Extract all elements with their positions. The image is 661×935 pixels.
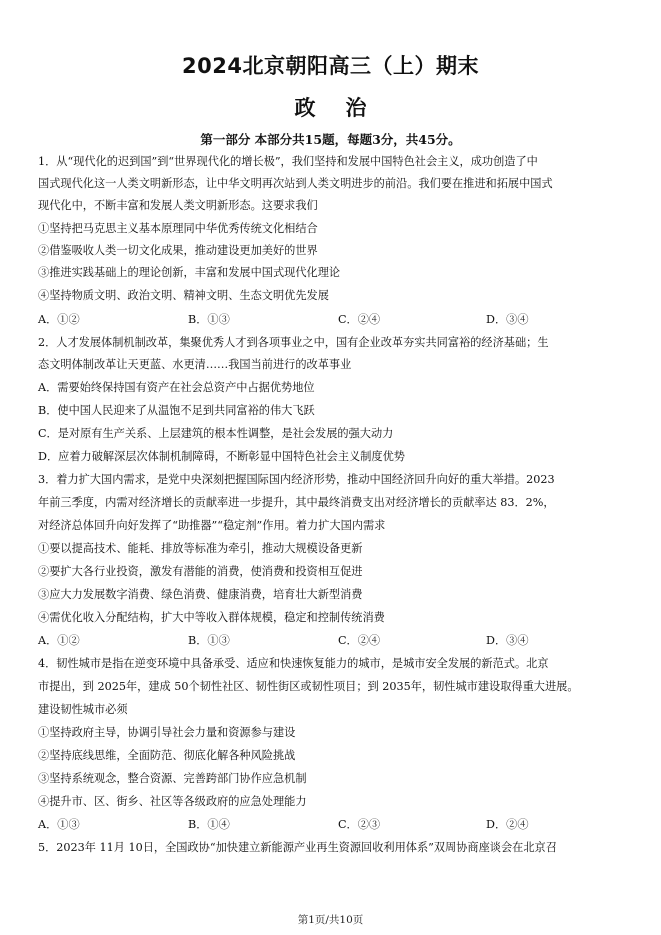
q4-option-c: C．②③ <box>338 818 381 831</box>
q3-option-c: C．②④ <box>338 634 381 647</box>
q3-stem-line: 3．着力扩大国内需求，是党中央深刻把握国际国内经济形势，推动中国经济回升向好的重大举措。2023 <box>38 473 555 486</box>
q3-item: ②要扩大各行业投资，激发有潜能的消费，使消费和投资相互促进 <box>38 565 363 578</box>
q1-option-d: D．③④ <box>486 313 529 326</box>
q1-stem-line: 现代化中，不断丰富和发展人类文明新形态。这要求我们 <box>38 199 318 212</box>
subject-title: 政治 <box>294 96 397 120</box>
q4-option-a: A．①③ <box>38 818 80 831</box>
q1-option-c: C．②④ <box>338 313 381 326</box>
q4-option-b: B．①④ <box>188 818 230 831</box>
q4-item: ③坚持系统观念，整合资源、完善跨部门协作应急机制 <box>38 772 307 785</box>
q2-stem-line: 2．人才发展体制机制改革，集聚优秀人才到各项事业之中，国有企业改革夯实共同富裕的经济基础；生 <box>38 336 549 349</box>
page-footer: 第1页/共10页 <box>297 914 364 926</box>
q4-stem-line: 建设韧性城市必须 <box>38 703 128 716</box>
q1-stem-line: 1．从“现代化的迟到国”到“世界现代化的增长极”，我们坚持和发展中国特色社会主义，成功创造了中 <box>38 155 538 168</box>
q3-option-b: B．①③ <box>188 634 230 647</box>
q3-option-a: A．①② <box>38 634 80 647</box>
section-heading: 第一部分 本部分共15题，每题3分，共45分。 <box>200 132 461 147</box>
q3-stem-line: 对经济总体回升向好发挥了“助推器”“稳定剂”作用。着力扩大国内需求 <box>38 519 386 532</box>
page-title: 2024北京朝阳高三（上）期末 <box>182 54 479 78</box>
q4-item: ②坚持底线思维，全面防范、彻底化解各种风险挑战 <box>38 749 296 762</box>
q4-item: ④提升市、区、街乡、社区等各级政府的应急处理能力 <box>38 795 307 808</box>
q3-option-d: D．③④ <box>486 634 529 647</box>
q3-options <box>38 634 628 648</box>
q1-option-b: B．①③ <box>188 313 230 326</box>
q2-stem-line: 态文明体制改革让天更蓝、水更清……我国当前进行的改革事业 <box>38 358 352 371</box>
q3-item: ③应大力发展数字消费、绿色消费、健康消费，培育壮大新型消费 <box>38 588 363 601</box>
q2-choice-d: D．应着力破解深层次体制机制障碍，不断彰显中国特色社会主义制度优势 <box>38 450 405 463</box>
q4-option-d: D．②④ <box>486 818 529 831</box>
q4-stem-line: 市提出，到 2025年，建成 50个韧性社区、韧性街区或韧性项目；到 2035年，韧性城市建设取得重大进展。 <box>38 680 579 693</box>
q2-choice-a: A．需要始终保持国有资产在社会总资产中占据优势地位 <box>38 381 315 394</box>
q1-option-a: A．①② <box>38 313 80 326</box>
q1-item: ③推进实践基础上的理论创新，丰富和发展中国式现代化理论 <box>38 266 341 279</box>
q5-stem-line: 5．2023年 11月 10日，全国政协“加快建立新能源产业再生资源回收利用体系”双周协商座谈会在北京召 <box>38 841 557 854</box>
q1-options <box>38 313 628 327</box>
q1-stem-line: 国式现代化这一人类文明新形态，让中华文明再次站到人类文明进步的前沿。我们要在推进和拓展中国式 <box>38 177 553 190</box>
q1-item: ④坚持物质文明、政治文明、精神文明、生态文明优先发展 <box>38 289 329 302</box>
q1-item: ①坚持把马克思主义基本原理同中华优秀传统文化相结合 <box>38 222 318 235</box>
q3-stem-line: 年前三季度，内需对经济增长的贡献率进一步提升，其中最终消费支出对经济增长的贡献率达 83．2%， <box>38 496 555 509</box>
q4-options <box>38 818 628 832</box>
q3-item: ①要以提高技术、能耗、排放等标准为牵引，推动大规模设备更新 <box>38 542 363 555</box>
q1-item: ②借鉴吸收人类一切文化成果，推动建设更加美好的世界 <box>38 244 318 257</box>
q4-item: ①坚持政府主导，协调引导社会力量和资源参与建设 <box>38 726 296 739</box>
q3-item: ④需优化收入分配结构，扩大中等收入群体规模，稳定和控制传统消费 <box>38 611 385 624</box>
q4-stem-line: 4．韧性城市是指在逆变环境中具备承受、适应和快速恢复能力的城市，是城市安全发展的新范式。北京 <box>38 657 549 670</box>
q2-choice-c: C．是对原有生产关系、上层建筑的根本性调整，是社会发展的强大动力 <box>38 427 394 440</box>
q2-choice-b: B．使中国人民迎来了从温饱不足到共同富裕的伟大飞跃 <box>38 404 315 417</box>
